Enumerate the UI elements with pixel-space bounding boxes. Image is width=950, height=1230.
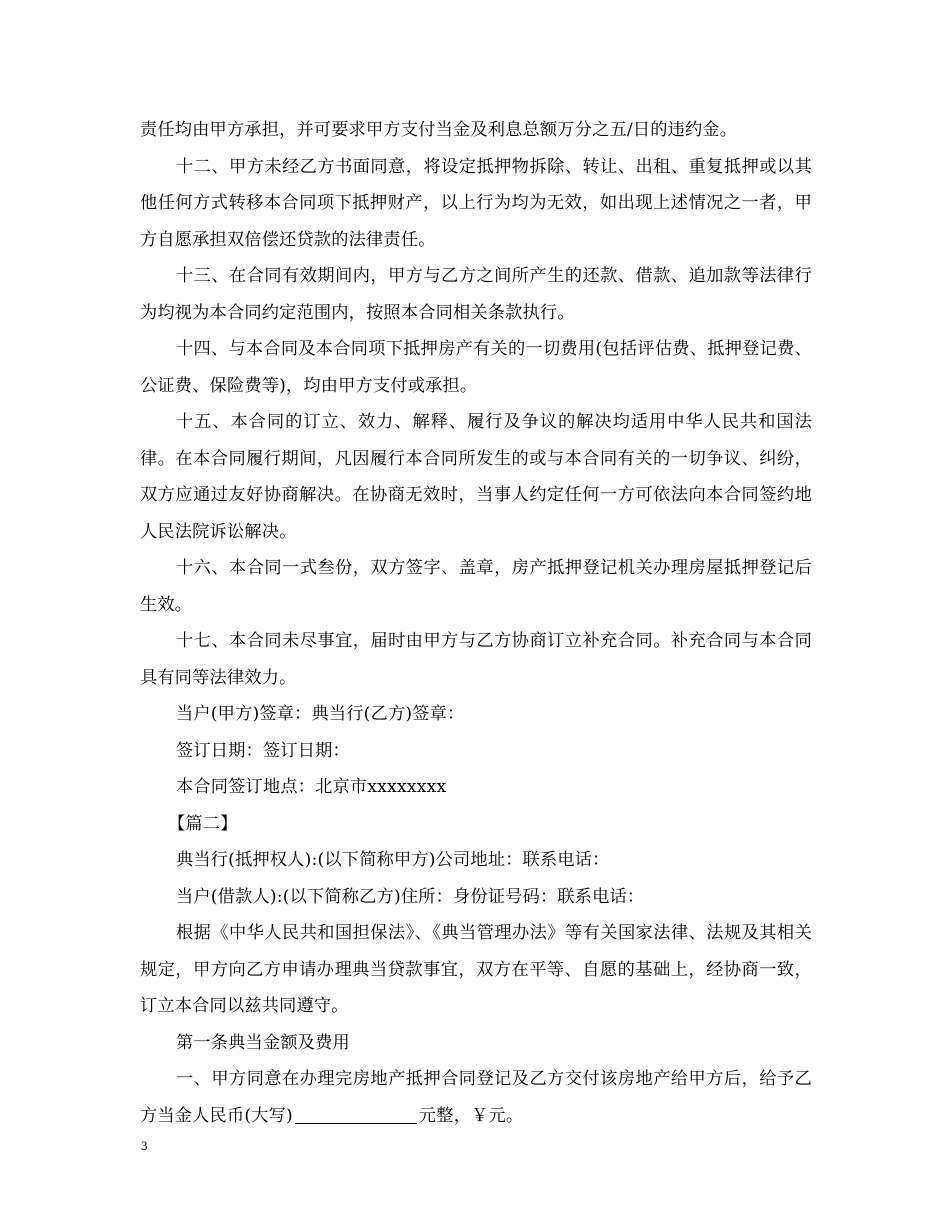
- article-one-heading: 第一条典当金额及费用: [176, 1032, 350, 1053]
- preamble-paragraph: 根据《中华人民共和国担保法》、《典当管理办法》等有关国家法律、法规及其相关规定，甲方向乙方申请办理典当贷款事宜，双方在平等、自愿的基础上，经协商一致，订立本合同以兹共同遵守。: [140, 923, 812, 1016]
- loan-amount-text: 一、甲方同意在办理完房地产抵押合同登记及乙方交付该房地产给甲方后，给予乙方当金人民币(大写): [140, 1069, 812, 1126]
- signature-line: 当户(甲方)签章：典当行(乙方)签章：: [176, 704, 465, 724]
- document-page: [140, 112, 812, 1134]
- clause-15: 十五、本合同的订立、效力、解释、履行及争议的解决均适用中华人民共和国法律。在本合同履行期间，凡因履行本合同所发生的或与本合同有关的一切争议、纠纷，双方应通过友好协商解决。在协商无效时，当事人约定任何一方可依法向本合同签约地人民法院诉讼解决。: [140, 412, 812, 542]
- lender-party-line: 典当行(抵押权人):(以下简称甲方)公司地址：联系电话：: [176, 850, 610, 870]
- amount-blank-underline: [295, 1105, 417, 1124]
- clause-17: 十七、本合同未尽事宜，届时由甲方与乙方协商订立补充合同。补充合同与本合同具有同等法律效力。: [140, 631, 812, 688]
- page-number: 3: [141, 1138, 148, 1153]
- borrower-party-line: 当户(借款人):(以下简称乙方)住所：身份证号码：联系电话：: [176, 886, 645, 907]
- clause-12: 十二、甲方未经乙方书面同意，将设定抵押物拆除、转让、出租、重复抵押或以其他任何方式转移本合同项下抵押财产，以上行为均为无效，如出现上述情况之一者，甲方自愿承担双倍偿还贷款的法律责任。: [140, 156, 812, 250]
- signing-date-line: 签订日期：签订日期：: [176, 740, 350, 761]
- signing-place-line: 本合同签订地点：北京市xxxxxxxx: [176, 777, 447, 797]
- clause-14: 十四、与本合同及本合同项下抵押房产有关的一切费用(包括评估费、抵押登记费、公证费、保险费等)，均由甲方支付或承担。: [140, 339, 812, 396]
- section-heading: 【篇二】: [168, 813, 238, 834]
- loan-amount-paragraph: [140, 1061, 812, 1134]
- paragraph-continuation: 责任均由甲方承担，并可要求甲方支付当金及利息总额万分之五/日的违约金。: [140, 120, 738, 140]
- loan-amount-suffix: 元整，￥元。: [418, 1105, 524, 1126]
- clause-13: 十三、在合同有效期间内，甲方与乙方之间所产生的还款、借款、追加款等法律行为均视为本合同约定范围内，按照本合同相关条款执行。: [140, 266, 812, 323]
- clause-16: 十六、本合同一式叁份，双方签字、盖章，房产抵押登记机关办理房屋抵押登记后生效。: [140, 558, 812, 615]
